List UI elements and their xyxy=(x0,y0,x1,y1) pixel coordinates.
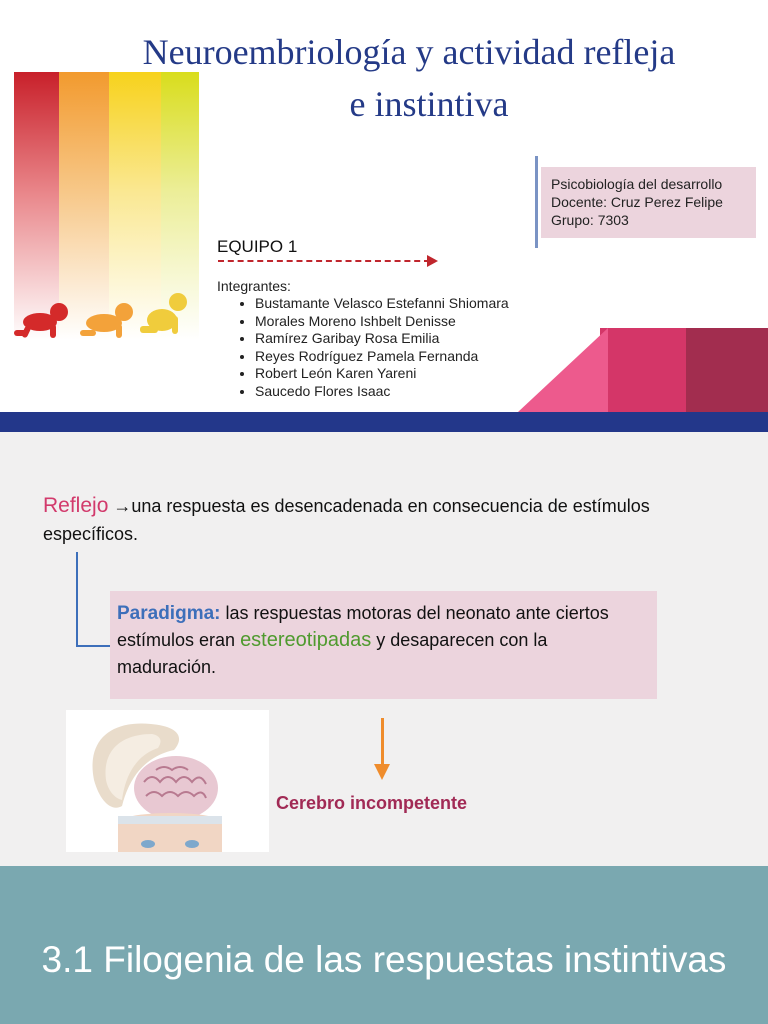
connector-horizontal-line xyxy=(76,645,110,647)
member-item: • Reyes Rodríguez Pamela Fernanda xyxy=(255,348,509,366)
baby-brain-image xyxy=(66,710,269,852)
title-line-2: e instintiva xyxy=(349,84,509,124)
presentation-title xyxy=(70,26,748,130)
course-info-box xyxy=(541,167,756,238)
member-item: • Bustamante Velasco Estefanni Shiomara xyxy=(255,295,509,313)
members-label: Integrantes: xyxy=(217,278,291,294)
member-item: • Robert León Karen Yareni xyxy=(255,365,509,383)
member-item: • Morales Moreno Ishbelt Denisse xyxy=(255,313,509,331)
stereotyped-term: estereotipadas xyxy=(240,629,372,651)
cerebro-label: Cerebro incompetente xyxy=(276,793,468,813)
paradigm-box xyxy=(110,591,657,699)
info-accent-line xyxy=(535,156,538,248)
reflejo-definition-text: una respuesta es desencadenada en consecuencia de estímulos específicos. xyxy=(43,496,650,544)
arrow-head-icon xyxy=(427,255,438,267)
yellow-baby-figure xyxy=(136,292,194,338)
dashed-arrow-line xyxy=(218,260,430,262)
navy-divider-bar xyxy=(0,412,768,432)
paradigm-text-1: las respuestas motoras del neonato ante ciertos estímulos eran xyxy=(117,603,609,650)
reflejo-term: Reflejo xyxy=(43,494,109,517)
decorative-maroon-shape xyxy=(686,328,768,412)
section-title: 3.1 Filogenia de las respuestas instintivas xyxy=(41,939,727,980)
course-name: Psicobiología del desarrollo xyxy=(551,176,723,192)
member-item: • Ramírez Garibay Rosa Emilia xyxy=(255,330,509,348)
right-arrow-icon: → xyxy=(113,496,132,516)
connector-vertical-line xyxy=(76,552,78,646)
down-arrow-icon xyxy=(374,764,390,780)
group-number: Grupo: 7303 xyxy=(551,212,629,228)
members-list xyxy=(237,295,509,400)
orange-baby-figure xyxy=(76,302,136,340)
teacher-name: Docente: Cruz Perez Felipe xyxy=(551,194,723,210)
team-label: EQUIPO 1 xyxy=(217,237,298,256)
paradigm-text-2: y desaparecen con la maduración. xyxy=(117,630,548,677)
decorative-light-triangle xyxy=(518,328,608,412)
title-line-1: Neuroembriología y actividad refleja xyxy=(142,32,676,72)
paradigm-term: Paradigma: xyxy=(117,603,221,624)
reflejo-definition xyxy=(43,492,733,548)
title-slide xyxy=(0,0,768,412)
red-baby-figure xyxy=(12,300,72,340)
member-item: • Saucedo Flores Isaac xyxy=(255,383,509,401)
down-arrow-shaft xyxy=(381,718,384,766)
